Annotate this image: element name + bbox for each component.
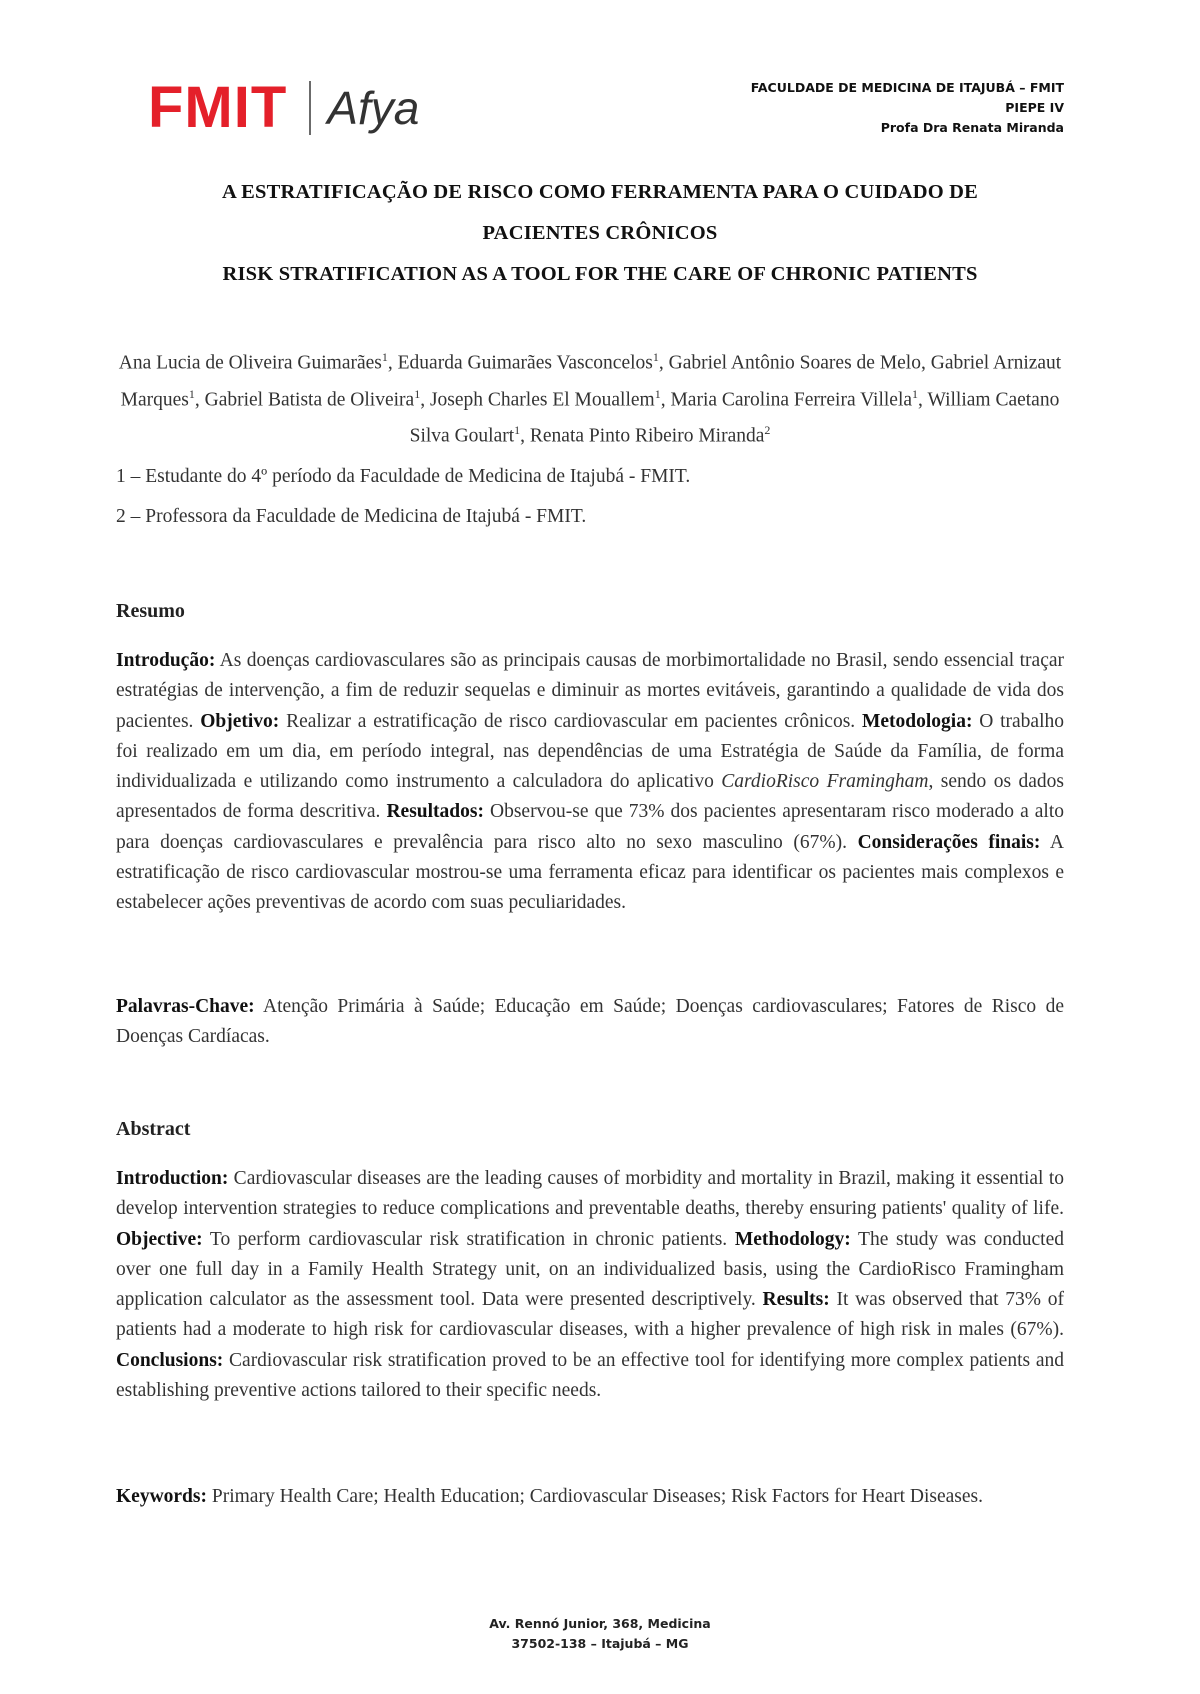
abstract-intro-text: Cardiovascular diseases are the leading causes of morbidity and mortality in Brazil, making it essential to develop intervention strategies to reduce complications and preventable deaths, thereby ensuring patients' quality of life.: [116, 1168, 1064, 1220]
author-affiliation-mark: 1: [912, 386, 919, 401]
abstract-results-text: It was observed that 73% of patients had a moderate to high risk for cardiovascular diseases, with a higher prevalence of high risk in males (67%).: [116, 1289, 1064, 1341]
abstract-conclusions-text: Cardiovascular risk stratification proved to be an effective tool for identifying more complex patients and establishing preventive actions tailored to their specific needs.: [116, 1349, 1064, 1402]
author-name: Renata Pinto Ribeiro Miranda: [529, 425, 765, 447]
affiliation-2: 2 – Professora da Faculdade de Medicina de Itajubá - FMIT.: [116, 506, 587, 527]
title-pt-line2: PACIENTES CRÔNICOS: [482, 222, 718, 244]
abstract-conclusions-label: Conclusions:: [116, 1349, 224, 1371]
author-name: William Caetano Silva Goulart: [409, 389, 1060, 447]
abstract-paragraph: [116, 1164, 1064, 1406]
abstract-objective-text: To perform cardiovascular risk stratification in chronic patients.: [202, 1228, 735, 1250]
abstract-keywords: [116, 1482, 1064, 1512]
author-name: Gabriel Arnizaut Marques: [120, 352, 1062, 410]
author-name: Gabriel Batista de Oliveira: [204, 389, 415, 410]
program-name: PIEPE IV: [1005, 100, 1064, 115]
paper-title: [116, 172, 1084, 295]
resumo-keywords-label: Palavras-Chave:: [116, 996, 255, 1017]
author-affiliation-mark: 1: [414, 386, 421, 401]
resumo-heading: Resumo: [116, 600, 185, 622]
author-affiliation-mark: 1: [188, 386, 195, 401]
author-affiliation-mark: 1: [514, 423, 521, 437]
institution-logo: [148, 75, 420, 140]
header-info: [751, 78, 1064, 138]
author-name: Maria Carolina Ferreira Villela: [670, 389, 913, 410]
resumo-consideracoes-text: A estratificação de risco cardiovascular mostrou-se uma ferramenta eficaz para identificar os pacientes mais complexos e estabelecer ações preventivas de acordo com suas peculiaridades.: [116, 831, 1065, 914]
affiliation-1: 1 – Estudante do 4º período da Faculdade de Medicina de Itajubá - FMIT.: [116, 466, 691, 487]
author-name: Joseph Charles El Mouallem: [429, 389, 655, 410]
abstract-methodology-text: The study was conducted over one full day in a Family Health Strategy unit, on an individualized basis, using the CardioRisco Framingham application calculator as the assessment tool. Data were presented descriptively.: [116, 1228, 1065, 1311]
abstract-keywords-text: Primary Health Care; Health Education; Cardiovascular Diseases; Risk Factors for Heart Diseases.: [207, 1486, 983, 1507]
author-name: Eduarda Guimarães Vasconcelos: [397, 352, 653, 374]
abstract-intro-label: Introduction:: [116, 1168, 229, 1189]
page-footer: [0, 1614, 1200, 1654]
resumo-metodologia-text-cont: , sendo os dados apresentados de forma descritiva.: [116, 771, 1064, 823]
footer-address: Av. Rennó Junior, 368, Medicina: [489, 1616, 711, 1631]
resumo-intro-label: Introdução:: [116, 650, 216, 671]
abstract-heading: Abstract: [116, 1118, 191, 1140]
resumo-keywords: [116, 992, 1064, 1053]
resumo-metodologia-text: O trabalho foi realizado em um dia, em período integral, nas dependências de uma Estratégia de Saúde da Família, de forma individualizada e utilizando como instrumento a calculadora do aplicativo: [116, 710, 1064, 793]
fmit-logo-text: FMIT: [148, 75, 288, 140]
institution-name: FACULDADE DE MEDICINA DE ITAJUBÁ – FMIT: [750, 80, 1064, 95]
resumo-paragraph: [116, 646, 1064, 919]
resumo-metodologia-label: Metodologia:: [861, 710, 973, 732]
author-affiliation-mark: 1: [381, 350, 388, 364]
footer-postal: 37502-138 – Itajubá – MG: [511, 1636, 689, 1651]
resumo-consideracoes-label: Considerações finais:: [857, 831, 1041, 853]
author-affiliation-mark: 1: [652, 350, 659, 364]
abstract-results-label: Results:: [762, 1289, 830, 1311]
logo-divider: [309, 81, 311, 135]
author-affiliation-mark: 1: [654, 386, 661, 401]
afya-logo-text: Afya: [327, 82, 420, 134]
author-name: Gabriel Antônio Soares de Melo: [668, 352, 921, 374]
title-en: RISK STRATIFICATION AS A TOOL FOR THE CARE OF CHRONIC PATIENTS: [222, 263, 978, 285]
resumo-resultados-label: Resultados:: [386, 801, 484, 823]
resumo-resultados-text: Observou-se que 73% dos pacientes apresentaram risco moderado a alto para doenças cardiovasculares e prevalência para risco alto no sexo masculino (67%).: [116, 801, 1064, 853]
resumo-app-name: CardioRisco Framingham: [721, 771, 929, 793]
resumo-keywords-text: Atenção Primária à Saúde; Educação em Saúde; Doenças cardiovasculares; Fatores de Risco de Doenças Cardíacas.: [116, 996, 1064, 1048]
resumo-objetivo-text: Realizar a estratificação de risco cardiovascular em pacientes crônicos.: [279, 710, 862, 732]
abstract-keywords-label: Keywords:: [116, 1486, 207, 1507]
professor-name: Profa Dra Renata Miranda: [880, 120, 1064, 135]
abstract-objective-label: Objective:: [116, 1228, 203, 1250]
author-affiliation-mark: 2: [764, 423, 771, 437]
author-name: Ana Lucia de Oliveira Guimarães: [118, 352, 382, 374]
resumo-objetivo-label: Objetivo:: [200, 710, 280, 732]
resumo-intro-text: As doenças cardiovasculares são as principais causas de morbimortalidade no Brasil, sendo essencial traçar estratégias de intervenção, a fim de reduzir sequelas e diminuir as mortes evitáveis, garantindo a qualidade de vida dos pacientes.: [116, 650, 1064, 732]
author-list: Ana Lucia de Oliveira Guimarães$^1$, Eduarda Guimarães Vasconcelos$^1$, Gabriel Antônio Soares de Melo, Gabriel Arnizaut Marques$^1$, Gabriel Batista de Oliveira$^1$, Joseph Charles El Mouallem$^1$, Maria Carolina Ferreira Villela$^1$, William Caetano Silva Goulart$^1$, Renata Pinto Ribeiro Miranda$^2$: [118, 350, 1062, 447]
title-pt-line1: A ESTRATIFICAÇÃO DE RISCO COMO FERRAMENTA PARA O CUIDADO DE: [221, 181, 979, 203]
abstract-methodology-label: Methodology:: [734, 1228, 851, 1250]
